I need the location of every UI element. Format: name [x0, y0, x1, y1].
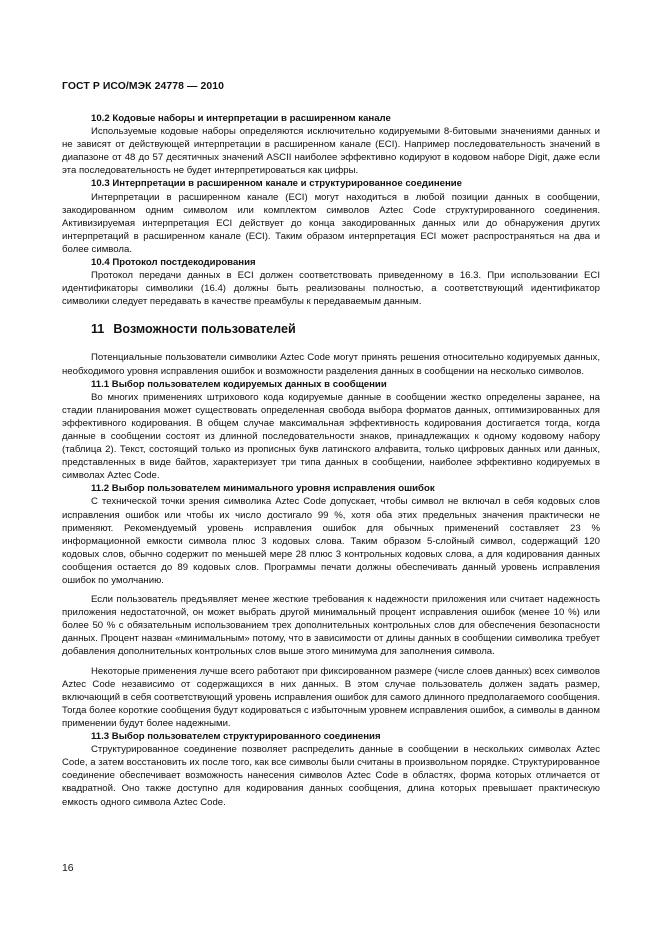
heading-11-3: 11.3 Выбор пользователем структурированного соединения [91, 731, 381, 743]
heading-10-2: 10.2 Кодовые наборы и интерпретации в расширенном канале [91, 113, 391, 124]
document-body [62, 112, 600, 809]
paragraph-10-4: Протокол передачи данных в ECI должен соответствовать приведенному в 16.3. При использовании ECI идентификаторы символики (16.4) должны быть реализованы полностью, а соответствующий идентификатор символики следует передавать в качестве преамбулы к передаваемым данным. [62, 270, 600, 308]
section-11-title [91, 321, 600, 337]
section-11-number: 11 [91, 322, 105, 337]
heading-11-2: 11.2 Выбор пользователем минимального уровня исправления ошибок [91, 483, 435, 495]
heading-10-3: 10.3 Интерпретации в расширенном канале и структурированное соединение [91, 178, 463, 190]
standard-header: ГОСТ Р ИСО/МЭК 24778 — 2010 [62, 81, 224, 92]
paragraph-11-2-b: Если пользователь предъявляет менее жесткие требования к надежности приложения или считает надежность приложения недостаточной, он может выбрать другой минимальный процент исправления ошибок (менее 10 %) или более 50 % с обязательным использованием трех дополнительных контрольных слов для обеспечения безопасности данных. Процент назван «минимальным» потому, что в зависимости от длины данных в сообщении символика требует добавления дополнительных контрольных слов выше этого минимума для заполнения символа. [62, 594, 600, 658]
paragraph-11-2-a: С технической точки зрения символика Aztec Code допускает, чтобы символ не включал в себя кодовых слов исправления ошибок или чтобы их число достигало 99 %, хотя оба этих предельных значения практически не применяют. Рекомендуемый уровень исправления ошибок для обычных применений составляет 23 % информационной емкости символа плюс 3 кодовых слова. Таким образом 5-слойный символ, содержащий 120 кодовых слов, обычно содержит по меньшей мере 28 плюс 3 контрольных кодовых слова, а для кодирования данных сообщения остается до 89 кодовых слов. Программы печати должны обеспечивать данный уровень исправления ошибок по умолчанию. [62, 496, 600, 586]
heading-10-4: 10.4 Протокол постдекодирования [91, 257, 256, 269]
paragraph-10-2: Используемые кодовые наборы определяются исключительно кодируемыми 8-битовыми значениями данных и не зависят от действующей интерпретации в расширенном канале (ECI). Например последовательность значений в диапазоне от 48 до 57 десятичных значений ASCII наиболее эффективно кодируют в кодовом наборе Digit, даже если эта последовательность не будет интерпретироваться как цифры. [62, 126, 600, 177]
heading-11-1: 11.1 Выбор пользователем кодируемых данных в сообщении [91, 378, 387, 390]
paragraph-11-1: Во многих применениях штрихового кода кодируемые данные в сообщении жестко определены заранее, на стадии планирования может существовать определенная свобода выбора форматов данных, оптимизированных для эффективного кодирования. В общем случае максимальная эффективность кодирования достигается тогда, когда данные в сообщении состоят из длинной последовательности знаков, принадлежащих к одному кодовому набору (таблица 2). Текст, состоящий только из прописных букв латинского алфавита, только цифровых данных или данных, представленных в виде байтов, характеризует три типа данных в сообщении, наиболее эффективно кодируемых в символах Aztec Code. [62, 391, 600, 482]
paragraph-10-3: Интерпретации в расширенном канале (ECI) могут находиться в любой позиции данных в сообщении, закодированном одним символом или комплектом символов Aztec Code структурированного соединения. Активизируемая интерпретация ECI действует до конца закодированных данных или до обнаружения других интерпретаций в расширенном канале (ECI). Таким образом интерпретация ECI может распространяться на два и более символа. [62, 191, 600, 255]
page-number: 16 [62, 863, 74, 874]
paragraph-11-2-c: Некоторые применения лучше всего работают при фиксированном размере (числе слоев данных) всех символов Aztec Code независимо от содержащихся в них данных. В этом случае пользователь должен задать размер, включающий в себя соответствующий уровень исправления ошибок для самого длинного предполагаемого сообщения. Тогда более короткие сообщения будут кодироваться с избыточным уровнем исправления ошибок, а символы в данном применении будут более надежными. [62, 665, 601, 729]
paragraph-11-intro: Потенциальные пользователи символики Aztec Code могут принять решения относительно кодируемых данных, необходимого уровня исправления ошибок и возможности разделения данных в сообщении на несколько символов. [62, 352, 600, 377]
section-11-title-text: Возможности пользователей [113, 322, 296, 337]
paragraph-11-3: Структурированное соединение позволяет распределить данные в сообщении в нескольких символах Aztec Code, а затем восстановить их после того, как все символы были считаны в произвольном порядке. Структурированное соединение обеспечивает возможность нанесения символов Aztec Code в областях, форма которых отличается от квадратной. Оно также доступно для кодирования данных сообщения, длина которых превышает практическую емкость одного символа Aztec Code. [62, 744, 600, 808]
